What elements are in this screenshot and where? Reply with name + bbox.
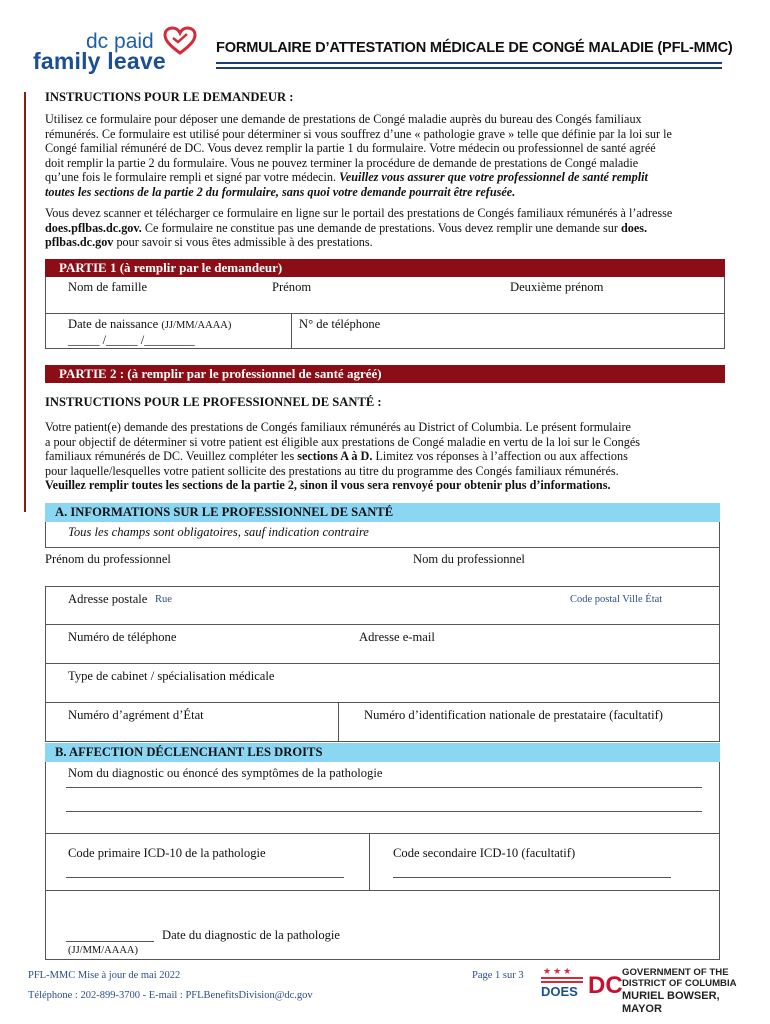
applicant-instructions-paragraph: [45, 112, 735, 200]
gov-line-2: DISTRICT OF COLUMBIA: [622, 978, 737, 989]
hcp-line: [45, 449, 745, 464]
section-a-bar: A. INFORMATIONS SUR LE PROFESSIONNEL DE SANTÉ: [45, 503, 720, 522]
portal-line: Vous devez scanner et télécharger ce formulaire en ligne sur le portail des prestations de Congés familiaux rémunérés à l’adresse: [45, 206, 673, 220]
diag-date-format: (JJ/MM/AAAA): [68, 945, 139, 956]
part2-bar: PARTIE 2 : (à remplir par le professionnel de santé agréé): [45, 365, 725, 383]
hcp-instructions-paragraph: [45, 420, 745, 493]
instr-text: qu’une fois le formulaire rempli et signé par votre médecin.: [45, 170, 340, 185]
instr-bold: toutes les sections de la partie 2 du formulaire, sans quoi votre demande pourrait être refusée.: [45, 184, 516, 199]
instr-line: rémunérés. Ce formulaire est utilisé pour déterminer si vous souffrez d’une « pathologie grave » telle que définie par la loi sur le: [45, 126, 672, 141]
hcp-name-row: [45, 547, 720, 587]
instr-line: [45, 170, 735, 185]
zip-city-state-hint: Code postal Ville État: [570, 594, 663, 605]
does-logo: [541, 966, 583, 1006]
hcp-address-row: [45, 586, 720, 625]
divider: [338, 703, 339, 741]
gov-line-1: GOVERNMENT OF THE: [622, 967, 729, 978]
hcp-license-label: Numéro d’agrément d’État: [68, 708, 204, 722]
portal-link[interactable]: pflbas.dc.gov: [45, 235, 114, 250]
heart-logo-icon: [163, 26, 197, 56]
instr-line: Utilisez ce formulaire pour déposer une demande de prestations de Congé maladie auprès du bureau des Congés familiaux: [45, 112, 642, 126]
form-title: FORMULAIRE D’ATTESTATION MÉDICALE DE CONGÉ MALADIE (PFL-MMC): [216, 40, 733, 56]
icd-row: [45, 833, 720, 891]
logo-dc-paid: dc paid: [86, 30, 154, 53]
section-b-bar: B. AFFECTION DÉCLENCHANT LES DROITS: [45, 743, 720, 762]
hcp-text: familiaux rémunérés de DC. Veuillez compléter les: [45, 449, 298, 464]
footer-revision: PFL-MMC Mise à jour de mai 2022: [28, 970, 181, 981]
instr-bold: Veuillez vous assurer que votre professionnel de santé remplit: [339, 170, 648, 185]
phone-label: N° de téléphone: [299, 317, 381, 331]
instr-line: [45, 185, 735, 200]
hcp-address-label: Adresse postale: [68, 592, 148, 606]
hcp-email-label: Adresse e-mail: [359, 630, 435, 644]
hcp-line: a pour objectif de déterminer si votre patient est éligible aux prestations de Congé maladie en vertu de la loi sur le Congés: [45, 434, 640, 449]
street-hint: Rue: [155, 594, 172, 605]
title-rule: [216, 62, 722, 69]
star-icons: ★★★: [543, 966, 574, 976]
gov-line-3: MURIEL BOWSER, MAYOR: [622, 990, 720, 1015]
applicant-instructions-heading: INSTRUCTIONS POUR LE DEMANDEUR :: [45, 90, 294, 104]
hcp-practice-row: [45, 663, 720, 703]
footer-contact: Téléphone : 202-899-3700 - E-mail : PFLBenefitsDivision@dc.gov: [28, 990, 313, 1001]
hcp-first-name-label: Prénom du professionnel: [45, 552, 171, 566]
portal-link[interactable]: does.pflbas.dc.gov.: [45, 220, 142, 235]
divider: [291, 314, 292, 348]
does-logo-text: DOES: [541, 984, 578, 999]
divider: [369, 834, 370, 890]
hcp-contact-row: [45, 624, 720, 664]
hcp-line: pour laquelle/lesquelles votre patient sollicite des prestations au titre du programme des Congés familiaux rémunérés.: [45, 463, 619, 478]
hcp-phone-label: Numéro de téléphone: [68, 630, 177, 644]
last-name-label: Nom de famille: [68, 280, 148, 294]
instr-line: Congé familial rémunéré de DC. Vous devez remplir la partie 1 du formulaire. Votre médecin ou professionnel de santé agréé: [45, 141, 656, 156]
middle-name-label: Deuxième prénom: [510, 280, 604, 294]
section-a-note: Tous les champs sont obligatoires, sauf indication contraire: [68, 525, 369, 539]
icd-primary-label: Code primaire ICD-10 de la pathologie: [68, 846, 266, 860]
hcp-line: Votre patient(e) demande des prestations de Congés familiaux rémunérés au District of Columbia. Le présent formulaire: [45, 420, 631, 434]
dob-format: (JJ/MM/AAAA): [161, 320, 232, 331]
portal-text: pour savoir si vous êtes admissible à des prestations.: [113, 235, 373, 250]
diagnosis-label: Nom du diagnostic ou énoncé des symptômes de la pathologie: [68, 766, 383, 780]
applicant-portal-paragraph: [45, 206, 745, 250]
stripe: [541, 981, 583, 983]
first-name-label: Prénom: [272, 280, 312, 294]
icd-secondary-line[interactable]: [393, 877, 671, 878]
portal-line: [45, 235, 745, 250]
dc-gov-logo: [588, 966, 760, 1015]
portal-line: [45, 221, 745, 236]
hcp-npi-label: Numéro d’identification nationale de prestataire (facultatif): [364, 708, 663, 722]
part1-bar: PARTIE 1 (à remplir par le demandeur): [45, 259, 725, 277]
icd-secondary-label: Code secondaire ICD-10 (facultatif): [393, 846, 576, 860]
diagnosis-row: [45, 762, 720, 834]
dob-field[interactable]: _____ /_____ /________: [68, 333, 195, 347]
portal-link[interactable]: does.: [620, 220, 648, 235]
hcp-text: Limitez vos réponses à l’affection ou aux affections: [372, 449, 628, 464]
part1-name-row: [45, 277, 725, 314]
footer-page: Page 1 sur 3: [472, 970, 524, 981]
diagnosis-line-2[interactable]: [66, 811, 702, 812]
diagnosis-line-1[interactable]: [66, 787, 702, 788]
hcp-instructions-heading: INSTRUCTIONS POUR LE PROFESSIONNEL DE SANTÉ :: [45, 395, 382, 409]
dob-label-text: Date de naissance: [68, 317, 159, 331]
stripe: [541, 977, 583, 979]
icd-primary-line[interactable]: [66, 877, 344, 878]
diag-date-line[interactable]: [66, 941, 154, 942]
part1-dob-row: [45, 313, 725, 349]
hcp-bold: sections A à D.: [297, 449, 373, 464]
hcp-bold: Veuillez remplir toutes les sections de la partie 2, sinon il vous sera renvoyé pour obtenir plus d’informations.: [45, 478, 611, 493]
left-rule: [24, 92, 26, 512]
section-a-note-row: [45, 522, 720, 548]
hcp-line: [45, 478, 745, 493]
portal-text: Ce formulaire ne constitue pas une demande de prestations. Vous devez remplir une demande sur: [141, 220, 621, 235]
diag-date-label: Date du diagnostic de la pathologie: [162, 928, 341, 942]
hcp-license-row: [45, 702, 720, 742]
diag-date-row: [45, 890, 720, 960]
dc-monogram: DC: [588, 972, 623, 999]
logo-family-leave: family leave: [33, 48, 166, 74]
hcp-last-name-label: Nom du professionnel: [413, 552, 525, 566]
hcp-practice-label: Type de cabinet / spécialisation médicale: [68, 669, 275, 683]
dob-label: [68, 317, 231, 332]
instr-line: doit remplir la partie 2 du formulaire. Vous ne pouvez terminer la procédure de demande de prestations de Congé maladie: [45, 155, 639, 170]
